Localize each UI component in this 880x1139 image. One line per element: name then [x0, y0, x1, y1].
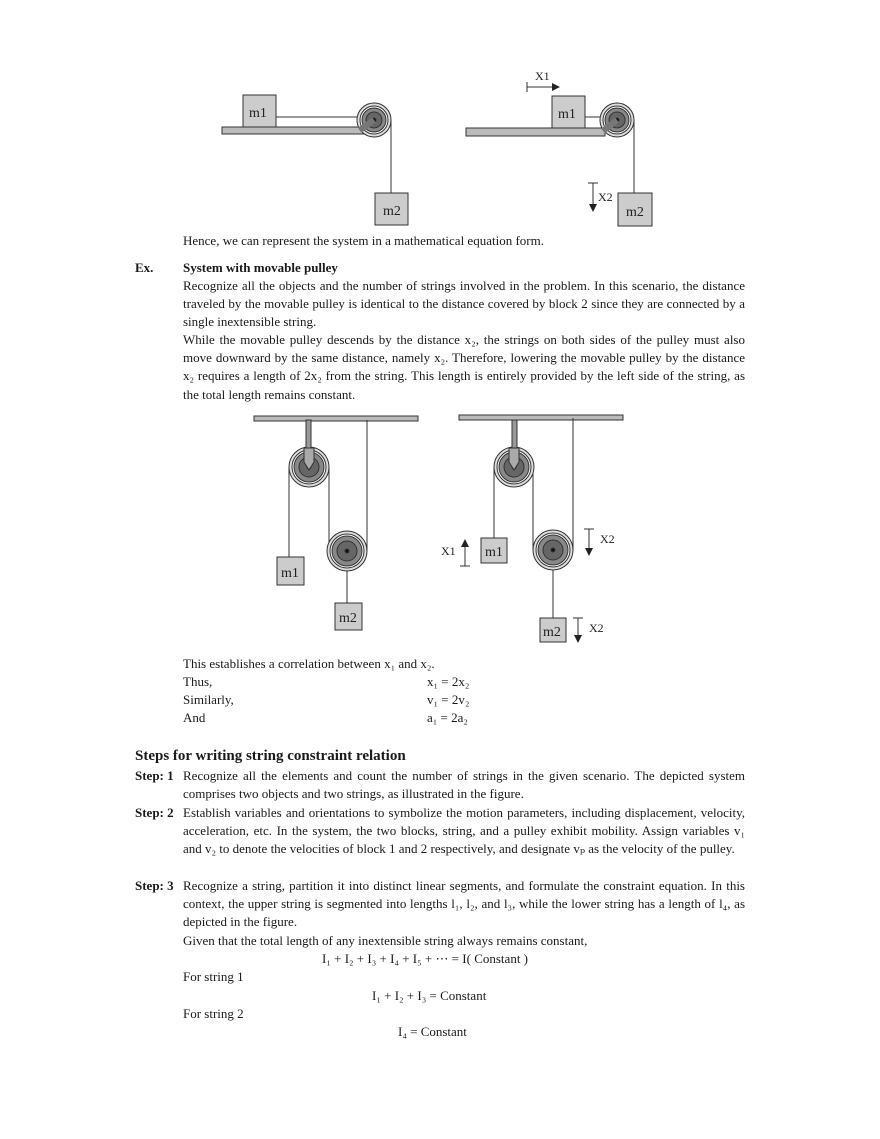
relation-label: Thus, [183, 674, 213, 689]
label-x1: X1 [535, 69, 550, 83]
label-m2: m2 [543, 625, 561, 640]
label-m2: m2 [383, 204, 401, 219]
label-x2: X2 [600, 532, 615, 546]
relation-eq: v₁ = 2v₂ [427, 692, 470, 707]
step-label: Step: 3 [135, 878, 174, 893]
label-x1: X1 [441, 544, 456, 558]
hence-text: Hence, we can represent the system in a mathematical equation form. [183, 233, 544, 248]
given-text: Given that the total length of any inextensible string always remains constant, [183, 933, 588, 948]
label-m1: m1 [558, 107, 576, 122]
relation-eq: a₁ = 2a₂ [427, 710, 468, 725]
label-x2: X2 [589, 621, 604, 635]
step-text: Recognize a string, partition it into distinct linear segments, and formulate the constraint equation. In this context, the upper string is segmented into lengths l₁, l₂, and l₃, while the lower string has a length of l₄, as depicted in the figure. [183, 878, 745, 930]
label-m2: m2 [339, 611, 357, 626]
equation-string2: I₄ = Constant [398, 1024, 467, 1039]
example-label: Ex. [135, 260, 154, 275]
step-text: Establish variables and orientations to symbolize the motion parameters, including displacement, velocity, acceleration, etc. In the system, the two blocks, string, and a pulley exhibit mobility. Assign variables v₁ and v₂ to denote the velocities of block 1 and 2 respectively, and designate vₚ as the velocity of the pulley. [183, 805, 745, 857]
relation-label: And [183, 710, 206, 725]
table-surface [222, 127, 365, 134]
example-title: System with movable pulley [183, 260, 338, 275]
equation-total: I₁ + I₂ + I₃ + I₄ + I₅ + ⋯ = I( Constant ) [322, 951, 529, 966]
step-text: Recognize all the elements and count the number of strings in the given scenario. The depicted system comprises two objects and two strings, as illustrated in the figure. [183, 768, 745, 802]
label-m1: m1 [281, 566, 299, 581]
correlation-text: This establishes a correlation between x₁ and x₂. [183, 656, 435, 671]
string2-label: For string 2 [183, 1006, 244, 1021]
example-para1: Recognize all the objects and the number of strings involved in the problem. In this scenario, the distance traveled by the movable pulley is identical to the distance covered by block 2 since they are connected by a single inextensible string. [183, 278, 745, 330]
relation-label: Similarly, [183, 692, 234, 707]
string1-label: For string 1 [183, 969, 244, 984]
equation-string1: I₁ + I₂ + I₃ = Constant [372, 988, 487, 1003]
label-m1: m1 [249, 106, 267, 121]
relation-eq: x₁ = 2x₂ [427, 674, 470, 689]
figure2-movable-pulley-system [254, 415, 623, 642]
steps-heading: Steps for writing string constraint relation [135, 748, 406, 764]
step-label: Step: 2 [135, 805, 174, 820]
example-para2: While the movable pulley descends by the distance x₂, the strings on both sides of the pulley must also move downward by the same distance, namely x₂. Therefore, lowering the movable pulley by the distance x₂ requires a length of 2x₂ from the string. This length is entirely provided by the left side of the string, as the total length remains constant. [183, 332, 745, 402]
figure1-fixed-pulley-system [222, 82, 652, 226]
label-m2: m2 [626, 205, 644, 220]
step-label: Step: 1 [135, 768, 174, 783]
label-x2: X2 [598, 190, 613, 204]
label-m1: m1 [485, 545, 503, 560]
